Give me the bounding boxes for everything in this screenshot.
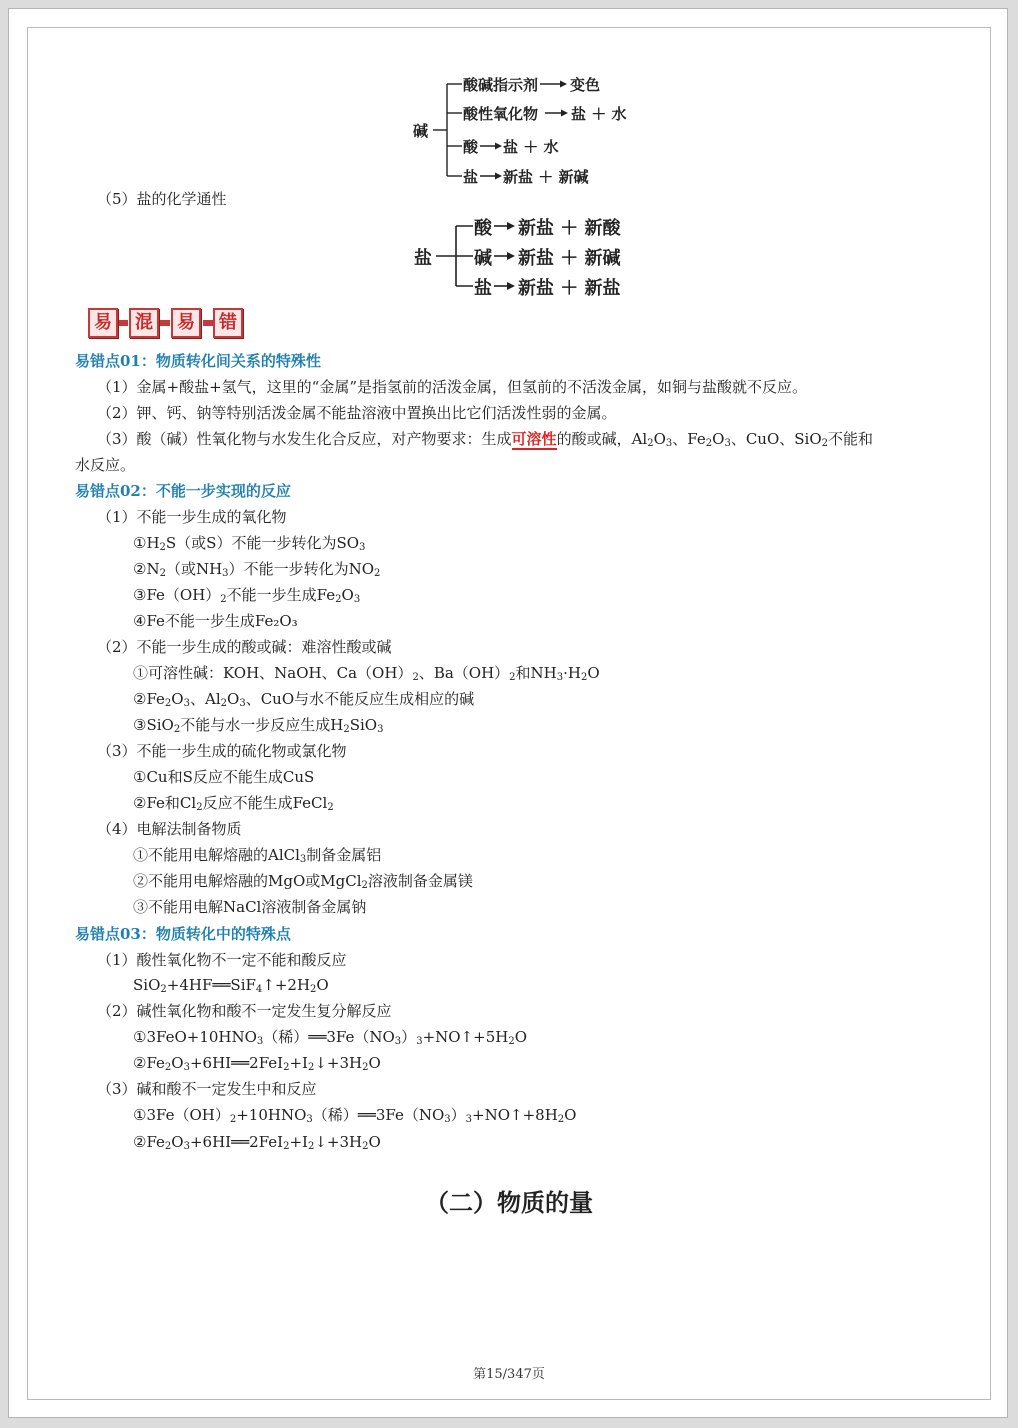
sec2-group-2: （2）不能一步生成的酸或碱：难溶性酸或碱	[97, 638, 392, 656]
sec3-g2-equation-2: $②Fe_2O_3+6HI══2FeI_2+I_2↓+3H_2O$	[133, 1054, 381, 1073]
sec3-group-3: （3）碱和酸不一定发生中和反应	[97, 1080, 317, 1098]
sec1-point-3-prefix: （3）酸（碱）性氧化物与水发生化合反应，对产物要求：生成	[97, 430, 512, 448]
sec1-point-1: （1）金属+酸盐+氢气，这里的“金属”是指氢前的活泼金属，但氢前的不活泼金属，如铜与盐酸就不反应。	[97, 378, 808, 396]
sec2-g4-item-2: ②不能用电解熔融的MgO或MgCl$_2$溶液制备金属镁	[133, 872, 473, 891]
sec3-group-2: （2）碱性氧化物和酸不一定发生复分解反应	[97, 1002, 392, 1020]
section-heading-03: 易错点03：物质转化中的特殊点	[75, 925, 291, 943]
badge-char: 错	[213, 308, 243, 338]
base-product-acid: 盐 ＋ 水	[503, 138, 559, 156]
sec2-g2-item-3: ③SiO$_2$不能与水一步反应生成$H_2SiO_3$	[133, 716, 384, 735]
sec2-g1-item-3: $③Fe(OH)_2$不能一步生成$Fe_2O_3$	[133, 586, 361, 605]
base-reactant-acid: 酸	[463, 138, 479, 156]
section-heading-01: 易错点01：物质转化间关系的特殊性	[75, 352, 321, 370]
base-product-salt: 新盐 ＋ 新碱	[503, 168, 589, 186]
badge-char: 易	[88, 308, 118, 338]
sec2-g2-item-3-text: 不能与水一步反应生成	[180, 716, 331, 734]
base-reactant-salt: 盐	[463, 168, 479, 186]
sec1-point-3-cont: 水反应。	[75, 456, 136, 474]
sec3-group-1: （1）酸性氧化物不一定不能和酸反应	[97, 951, 347, 969]
page-number: 第15/347页	[473, 1367, 545, 1382]
sec2-g3-item-1: ①Cu和S反应不能生成CuS	[133, 768, 315, 786]
sec1-point-2: （2）钾、钙、钠等特别活泼金属不能盐溶液中置换出比它们活泼性弱的金属。	[97, 404, 617, 422]
sec2-g1-item-4: ④Fe不能一步生成Fe₂O₃	[133, 612, 298, 630]
salt-diagram-lines	[0, 0, 1018, 320]
salt-root-label: 盐	[414, 248, 432, 269]
sec3-g2-equation-1: $①3FeO+10HNO_3$（稀）$══3Fe(NO_3)_3+NO↑+5H_2O$	[133, 1028, 528, 1047]
salt-product-base: 新盐 ＋ 新碱	[518, 248, 621, 269]
salt-product-acid: 新盐 ＋ 新酸	[518, 218, 621, 239]
sec3-g3-equation-1: $①3Fe(OH)_2+10HNO_3$（稀）$══3Fe(NO_3)_3+NO↑+8H_2O$	[133, 1106, 577, 1125]
sec2-g1-item-2-text: 不能一步转化为	[243, 560, 349, 578]
base-reactant-indicator: 酸碱指示剂	[463, 76, 539, 94]
salt-reactant-base: 碱	[474, 248, 492, 269]
badge-connector	[160, 320, 170, 326]
section-heading-02: 易错点02：不能一步实现的反应	[75, 482, 291, 500]
sec2-g2-item-1: ①可溶性碱：KOH、NaOH、$Ca(OH)_2$、$Ba(OH)_2$和$NH_3\cdot H_2O$	[133, 664, 600, 683]
sec2-g2-item-2-text: 、CuO与水不能反应生成相应的碱	[245, 690, 475, 708]
sec3-g3-equation-2: $②Fe_2O_3+6HI══2FeI_2+I_2↓+3H_2O$	[133, 1133, 381, 1152]
base-root-label: 碱	[413, 122, 429, 140]
sec1-point-3-end: 不能和	[828, 430, 874, 448]
sec2-g3-item-2: ②Fe和$Cl_2$反应不能生成FeCl$_2$	[133, 794, 334, 813]
badge-connector	[118, 320, 128, 326]
sec2-g4-item-1: ①不能用电解熔融的AlCl$_3$制备金属铝	[133, 846, 382, 865]
sec2-group-4: （4）电解法制备物质	[97, 820, 242, 838]
salt-reactant-salt: 盐	[474, 278, 492, 299]
badge-connector	[203, 320, 213, 326]
base-product-acid-oxide: 盐 ＋ 水	[571, 105, 627, 123]
base-reactant-acid-oxide: 酸性氧化物	[463, 105, 539, 123]
sec1-point-3: （3）酸（碱）性氧化物与水发生化合反应，对产物要求：生成可溶性的酸或碱，$Al_2O_3$、$Fe_2O_3$、CuO、SiO$_2$不能和	[97, 430, 874, 449]
sec2-g4-item-3: ③不能用电解NaCl溶液制备金属钠	[133, 898, 367, 916]
salt-section-label: （5）盐的化学通性	[97, 190, 227, 208]
salt-product-salt: 新盐 ＋ 新盐	[518, 278, 621, 299]
sec2-g1-item-1: $①H_2S$（或S）不能一步转化为$SO_3$	[133, 534, 366, 553]
sec2-group-1: （1）不能一步生成的氧化物	[97, 508, 287, 526]
sec1-point-3-mid: 的酸或碱，	[556, 430, 632, 448]
badge-char: 易	[171, 308, 201, 338]
base-product-indicator: 变色	[570, 76, 601, 94]
sec2-group-3: （3）不能一步生成的硫化物或氯化物	[97, 742, 347, 760]
chapter-title: （二）物质的量	[425, 1188, 593, 1217]
sec2-g2-item-2: $②Fe_2O_3$、$Al_2O_3$、CuO与水不能反应生成相应的碱	[133, 690, 475, 709]
sec2-g1-item-2: $②N_2$（或$NH_3$）不能一步转化为$NO_2$	[133, 560, 381, 579]
sec3-g1-equation: $SiO_2+4HF══SiF_4↑+2H_2O$	[133, 976, 329, 995]
badge-char: 混	[129, 308, 159, 338]
salt-reactant-acid: 酸	[474, 218, 492, 239]
soluble-highlight: 可溶性	[511, 430, 557, 448]
